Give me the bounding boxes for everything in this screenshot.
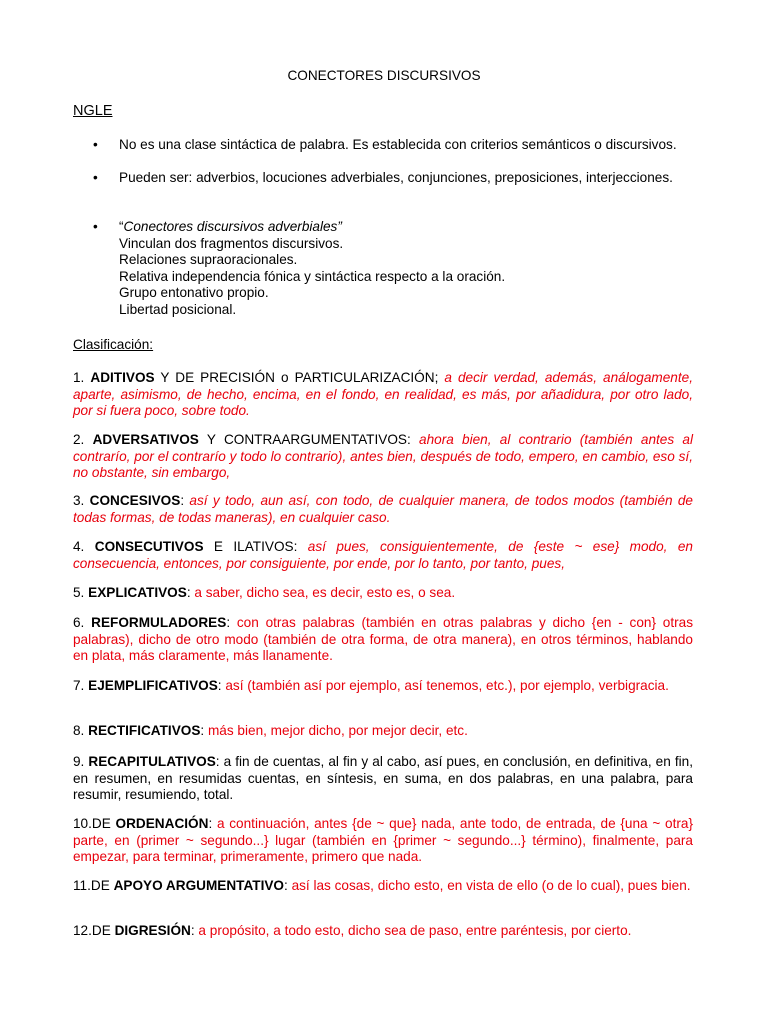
bullet-text: No es una clase sintáctica de palabra. Es establecida con criterios semánticos o discursivos. bbox=[119, 137, 677, 152]
entry-category: DIGRESIÓN bbox=[114, 923, 191, 938]
bullet-subtitle: “Conectores discursivos adverbiales” bbox=[119, 219, 342, 234]
entry-category: CONSECUTIVOS bbox=[94, 539, 204, 554]
entry-category: EXPLICATIVOS bbox=[88, 585, 187, 600]
entry-examples: a saber, dicho sea, es decir, esto es, o sea. bbox=[194, 585, 456, 600]
classification-entry-reformuladores: 6. REFORMULADORES: con otras palabras (también en otras palabras y dicho {en - con} otras palabras), dicho de otro modo (también de otra forma, de otra manera), en otros términos, hablando en plata, más claramente, más llanamente. bbox=[73, 615, 694, 663]
page-title: CONECTORES DISCURSIVOS bbox=[287, 68, 481, 83]
entry-category: CONCESIVOS bbox=[89, 493, 181, 508]
classification-entry-adversativos: 2. ADVERSATIVOS Y CONTRAARGUMENTATIVOS: ahora bien, al contrario (también antes al contrarío, por el contrarío y todo lo contrario), antes bien, después de todo, empero, en cambio, eso sí, no obstante, sin embargo, bbox=[73, 432, 694, 480]
bullet-block bbox=[119, 219, 693, 318]
entry-examples: a propósito, a todo esto, dicho sea de paso, entre paréntesis, por cierto. bbox=[198, 923, 632, 938]
classification-entry-apoyo-argumentativo: 11.DE APOYO ARGUMENTATIVO: así las cosas, dicho esto, en vista de ello (o de lo cual), pues bien. bbox=[73, 878, 691, 893]
entry-category: APOYO ARGUMENTATIVO bbox=[113, 878, 284, 893]
bullet-dot-icon: • bbox=[93, 137, 98, 152]
clasificacion-heading: Clasificación: bbox=[73, 337, 154, 352]
entry-category: REFORMULADORES bbox=[91, 615, 227, 630]
entry-examples: con otras palabras (también en otras palabras y dicho {en - con} otras palabras), dicho de otro modo (también de otra forma, de otra manera), en otros términos, hablando en plata, más claramente, más llanamente. bbox=[73, 615, 694, 663]
bullet-line: Relativa independencia fónica y sintáctica respecto a la oración. bbox=[119, 268, 506, 284]
entry-category: ADVERSATIVOS bbox=[92, 432, 199, 447]
classification-entry-digresion: 12.DE DIGRESIÓN: a propósito, a todo esto, dicho sea de paso, entre paréntesis, por cierto. bbox=[73, 923, 632, 938]
entry-examples: ahora bien, al contrario (también antes al contrarío, por el contrarío y todo lo contrario), antes bien, después de todo, empero, en cambio, eso sí, no obstante, sin embargo, bbox=[73, 432, 694, 480]
entry-category: ORDENACIÓN bbox=[115, 816, 209, 831]
classification-entry-concesivos: 3. CONCESIVOS: así y todo, aun así, con todo, de cualquier manera, de todos modos (también de todas formas, de todas maneras), en cualquier caso. bbox=[73, 493, 693, 525]
bullet-text: Pueden ser: adverbios, locuciones adverbiales, conjunciones, preposiciones, interjecciones. bbox=[119, 170, 673, 185]
bullet-dot-icon: • bbox=[93, 219, 98, 234]
entry-examples: a continuación, antes {de ~ que} nada, ante todo, de entrada, de {una ~ otra} parte, en (primer ~ segundo...} lugar (también en {primer ~ segundo...} término), finalmente, para empezar, para terminar, primeramente, primero que nada. bbox=[73, 816, 693, 864]
bullet-item-3 bbox=[93, 219, 693, 318]
classification-entry-rectificativos: 8. RECTIFICATIVOS: más bien, mejor dicho, por mejor decir, etc. bbox=[73, 723, 468, 738]
bullet-item-1 bbox=[93, 137, 693, 154]
bullet-line: Relaciones supraoracionales. bbox=[119, 252, 298, 267]
entry-category: RECTIFICATIVOS bbox=[88, 723, 201, 738]
classification-entry-consecutivos: 4. CONSECUTIVOS E ILATIVOS: así pues, consiguientemente, de {este ~ ese} modo, en consecuencia, entonces, por consiguiente, por ende, por lo tanto, por tanto, pues, bbox=[73, 539, 693, 571]
bullet-line: Libertad posicional. bbox=[119, 301, 237, 317]
classification-entry-aditivos: 1. ADITIVOS Y DE PRECISIÓN o PARTICULARIZACIÓN; a decir verdad, además, análogamente, aparte, asimismo, de hecho, encima, en el fondo, en realidad, es más, por añadidura, por otro lado, por si fuera poco, sobre todo. bbox=[73, 370, 693, 418]
ngle-heading: NGLE bbox=[73, 103, 113, 119]
entry-category: ADITIVOS bbox=[90, 370, 155, 385]
entry-examples: a decir verdad, además, análogamente, aparte, asimismo, de hecho, encima, en el fondo, en realidad, es más, por añadidura, por otro lado, por si fuera poco, sobre todo. bbox=[73, 370, 693, 418]
bullet-item-2 bbox=[93, 170, 693, 187]
entry-examples: así las cosas, dicho esto, en vista de ello (o de lo cual), pues bien. bbox=[291, 878, 691, 893]
entry-examples: así pues, consiguientemente, de {este ~ ese} modo, en consecuencia, entonces, por consiguiente, por ende, por lo tanto, por tanto, pues, bbox=[73, 539, 693, 571]
entry-examples: más bien, mejor dicho, por mejor decir, etc. bbox=[207, 723, 468, 738]
bullet-dot-icon: • bbox=[93, 170, 98, 185]
classification-entry-explicativos: 5. EXPLICATIVOS: a saber, dicho sea, es decir, esto es, o sea. bbox=[73, 585, 456, 600]
classification-entry-ejemplificativos: 7. EJEMPLIFICATIVOS: así (también así por ejemplo, así tenemos, etc.), por ejemplo, verbigracia. bbox=[73, 678, 669, 693]
classification-entry-ordenacion: 10.DE ORDENACIÓN: a continuación, antes {de ~ que} nada, ante todo, de entrada, de {una ~ otra} parte, en (primer ~ segundo...} lugar (también en {primer ~ segundo...} término), finalmente, para empezar, para terminar, primeramente, primero que nada. bbox=[73, 816, 693, 864]
classification-entry-recapitulativos: 9. RECAPITULATIVOS: a fin de cuentas, al fin y al cabo, así pues, en conclusión, en definitiva, en fin, en resumen, en resumidas cuentas, en síntesis, en suma, en dos palabras, en una palabra, para resumir, resumiendo, total. bbox=[73, 754, 693, 802]
entry-category: EJEMPLIFICATIVOS bbox=[88, 678, 218, 693]
bullet-line: Vinculan dos fragmentos discursivos. bbox=[119, 235, 344, 251]
bullet-line: Grupo entonativo propio. bbox=[119, 285, 269, 300]
entry-examples: así (también así por ejemplo, así tenemos, etc.), por ejemplo, verbigracia. bbox=[225, 678, 669, 693]
entry-examples: así y todo, aun así, con todo, de cualquier manera, de todos modos (también de todas formas, de todas maneras), en cualquier caso. bbox=[73, 493, 693, 525]
entry-category: RECAPITULATIVOS bbox=[88, 754, 216, 769]
